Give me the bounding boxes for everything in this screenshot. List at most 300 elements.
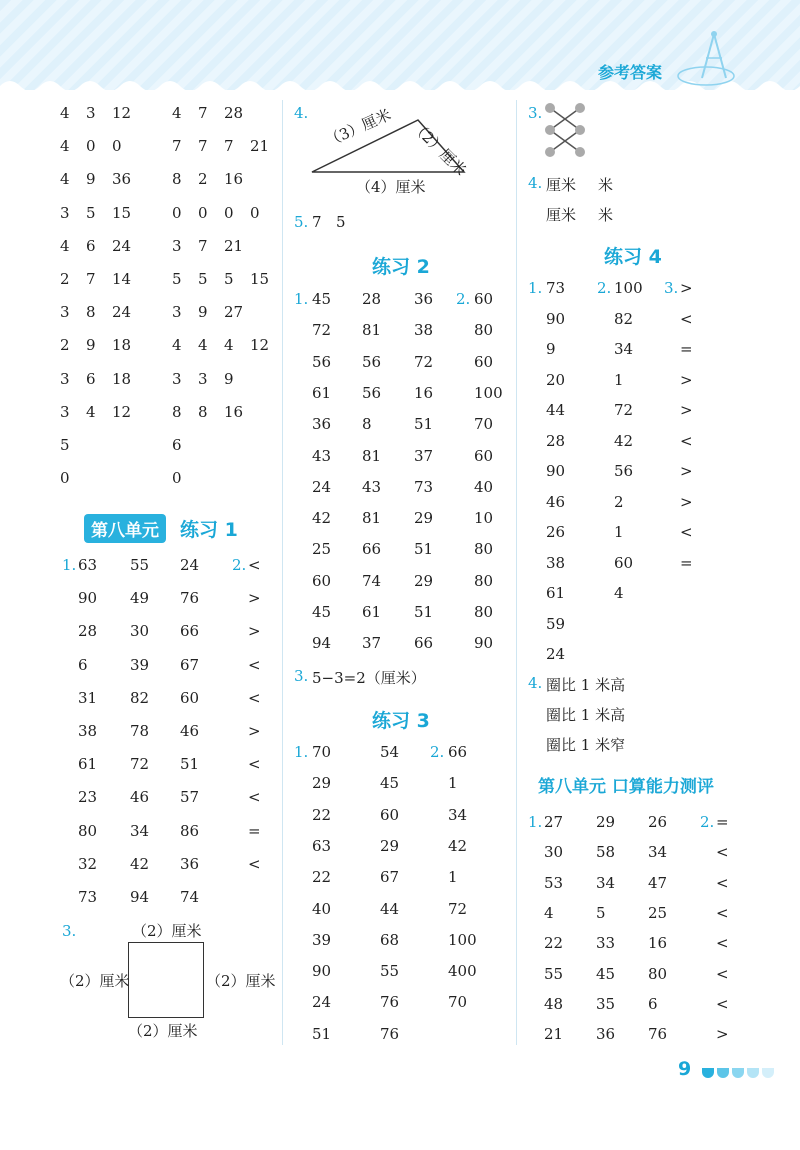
practice2-heading: 练习 2 (372, 256, 430, 278)
answer-cell: 60 (474, 446, 494, 465)
number-cell: 8 (172, 170, 182, 189)
answer-cell: > (680, 462, 693, 480)
number-cell: 21 (250, 137, 270, 156)
answer-cell: 29 (414, 509, 434, 528)
number-cell: 4 (86, 402, 96, 421)
answer-cell: 80 (474, 603, 494, 621)
exercise-number: 3. (528, 104, 543, 122)
compass-icon (676, 28, 746, 90)
exercise-number: 2. (597, 279, 612, 297)
number-cell: 2 (198, 170, 208, 189)
answer-cell: 48 (544, 994, 564, 1013)
number-cell: 0 (224, 203, 234, 222)
answer-cell: 46 (180, 722, 200, 740)
exercise-number: 1. (528, 279, 543, 297)
exercise-number: 4. (528, 674, 543, 692)
answer-cell: 63 (312, 836, 332, 855)
decor-dot (702, 1068, 714, 1078)
answer-cell: 32 (78, 854, 98, 873)
answer-cell: 45 (596, 964, 616, 983)
answer-cell: 56 (362, 383, 382, 402)
answer-cell: 33 (596, 934, 616, 953)
number-cell: 5 (198, 270, 208, 288)
answer-cell: 60 (474, 352, 494, 371)
answer-cell: 1 (448, 868, 458, 887)
answer-cell: 82 (130, 688, 150, 707)
answer-cell: < (680, 523, 693, 541)
answer-cell: < (680, 431, 693, 450)
answer-cell: 22 (544, 934, 564, 953)
answer-cell: = (680, 340, 693, 358)
answer-cell: 55 (130, 556, 150, 574)
answer-cell: < (716, 903, 729, 922)
answer-cell: 72 (130, 755, 150, 774)
ex5-value: 7 (312, 213, 322, 231)
number-cell: 3 (60, 203, 70, 222)
answer-cell: 24 (312, 477, 332, 496)
unit-answer: 厘米 (546, 206, 577, 224)
unit-answer: 米 (598, 176, 614, 194)
number-cell: 36 (112, 170, 132, 189)
answer-cell: 90 (474, 634, 494, 653)
answer-cell: 90 (312, 962, 332, 981)
answer-cell: 73 (78, 888, 98, 906)
answer-cell: 74 (180, 888, 200, 906)
answer-cell: 90 (546, 462, 566, 480)
unit-answer: 米 (598, 206, 614, 224)
triangle-label-right: （2）厘米 (407, 117, 470, 180)
answer-cell: 51 (414, 603, 434, 621)
answer-cell: 76 (180, 589, 200, 608)
number-cell: 3 (172, 236, 182, 255)
number-cell: 8 (86, 303, 96, 322)
answer-cell: 80 (474, 321, 494, 340)
answer-cell: 80 (648, 964, 668, 983)
number-cell: 14 (112, 270, 132, 288)
answer-cell: 36 (312, 415, 332, 434)
answer-cell: 36 (596, 1025, 616, 1044)
number-cell: 5 (224, 270, 234, 288)
answer-cell: 29 (380, 836, 400, 855)
answer-cell: 35 (596, 994, 616, 1013)
number-cell: 4 (60, 170, 70, 189)
answer-cell: 60 (312, 571, 332, 590)
answer-cell: 81 (362, 321, 382, 340)
answer-cell: < (680, 309, 693, 328)
number-cell: 3 (86, 104, 96, 122)
answer-cell: 45 (380, 774, 400, 793)
number-cell: 6 (172, 436, 182, 454)
answer-cell: 76 (380, 993, 400, 1012)
answer-cell: 68 (380, 930, 400, 949)
number-cell: 12 (250, 336, 270, 355)
number-cell: 28 (224, 104, 244, 122)
answer-cell: 59 (546, 614, 566, 633)
answer-cell: 40 (312, 899, 332, 918)
answer-cell: 29 (312, 774, 332, 793)
answer-cell: 63 (78, 556, 98, 574)
answer-cell: 55 (380, 962, 400, 981)
answer-cell: 10 (474, 509, 494, 528)
number-cell: 24 (112, 236, 132, 255)
number-cell: 4 (60, 236, 70, 255)
answer-cell: 34 (448, 805, 468, 824)
answer-cell: 56 (312, 352, 332, 371)
exercise-number: 3. (664, 279, 679, 297)
decor-dot (747, 1068, 759, 1078)
answer-cell: 37 (362, 634, 382, 653)
unit-answer: 厘米 (546, 176, 577, 194)
answer-cell: 51 (414, 415, 434, 434)
page-number: 9 (678, 1058, 692, 1080)
answer-cell: 37 (414, 446, 434, 465)
number-cell: 3 (60, 402, 70, 421)
number-cell: 2 (60, 270, 70, 288)
answer-cell: 26 (648, 813, 668, 831)
number-cell: 4 (198, 336, 208, 355)
answer-cell: < (248, 556, 261, 574)
practice4-heading: 练习 4 (604, 246, 662, 268)
number-cell: 15 (250, 270, 270, 288)
answer-cell: 1 (614, 370, 624, 389)
answer-cell: 1 (448, 774, 458, 793)
number-cell: 5 (86, 203, 96, 222)
answer-cell: 39 (312, 930, 332, 949)
answer-cell: 70 (474, 415, 494, 434)
number-cell: 7 (224, 137, 234, 156)
number-cell: 3 (172, 303, 182, 322)
exercise-number: 1. (528, 813, 543, 831)
exercise-number: 3. (294, 667, 309, 685)
answer-cell: = (716, 813, 729, 831)
triangle-label-left: （3）厘米 (322, 105, 394, 151)
answer-cell: 66 (448, 743, 468, 761)
number-cell: 15 (112, 203, 132, 222)
answer-cell: 36 (414, 290, 434, 308)
answer-cell: 82 (614, 309, 634, 328)
unit-badge: 第八单元 (84, 514, 166, 543)
number-cell: 5 (172, 270, 182, 288)
answer-cell: 80 (474, 571, 494, 590)
answer-cell: 61 (362, 603, 382, 621)
answer-cell: 78 (130, 722, 150, 740)
answer-cell: 66 (414, 634, 434, 653)
answer-cell: 80 (474, 540, 494, 559)
answer-cell: 23 (78, 788, 98, 807)
number-cell: 0 (250, 203, 260, 222)
answer-cell: 28 (78, 622, 98, 641)
answer-cell: 43 (362, 477, 382, 496)
square-shape (128, 942, 204, 1018)
height-answer: 圈比 1 米高 (546, 706, 626, 724)
answer-cell: 60 (180, 688, 200, 707)
answer-cell: 25 (648, 903, 668, 922)
answer-cell: < (716, 994, 729, 1013)
height-answer: 圈比 1 米窄 (546, 736, 626, 754)
answer-cell: 94 (312, 634, 332, 653)
answer-cell: 46 (130, 788, 150, 807)
answer-cell: 45 (312, 603, 332, 621)
number-cell: 3 (60, 369, 70, 388)
answer-cell: 49 (130, 589, 150, 608)
answer-cell: 61 (312, 383, 332, 402)
answer-title: 参考答案 (598, 63, 663, 82)
answer-cell: 56 (614, 462, 634, 480)
decor-dot (717, 1068, 729, 1078)
answer-cell: 38 (546, 553, 566, 572)
height-answer: 圈比 1 米高 (546, 676, 626, 694)
answer-cell: 42 (614, 431, 634, 450)
answer-cell: 31 (78, 688, 98, 707)
answer-cell: 67 (380, 868, 400, 887)
number-cell: 7 (198, 137, 208, 156)
answer-cell: < (248, 655, 261, 674)
answer-cell: < (716, 964, 729, 983)
exercise-number: 2. (430, 743, 445, 761)
answer-cell: 28 (546, 431, 566, 450)
answer-cell: 51 (180, 755, 200, 774)
answer-cell: 9 (546, 340, 556, 358)
number-cell: 16 (224, 170, 244, 189)
answer-cell: > (248, 589, 261, 608)
answer-cell: 70 (312, 743, 332, 761)
matching-diagram (542, 100, 588, 160)
answer-cell: 29 (596, 813, 616, 831)
answer-cell: = (680, 553, 693, 572)
exercise-number: 2. (700, 813, 715, 831)
answer-cell: < (248, 854, 261, 873)
answer-cell: 26 (546, 523, 566, 541)
answer-cell: 4 (544, 903, 554, 922)
answer-cell: > (248, 622, 261, 641)
number-cell: 4 (224, 336, 234, 355)
answer-cell: 40 (474, 477, 494, 496)
number-cell: 7 (198, 236, 208, 255)
answer-cell: < (248, 788, 261, 807)
answer-cell: 60 (614, 553, 634, 572)
answer-cell: 21 (544, 1025, 564, 1044)
number-cell: 27 (224, 303, 244, 322)
answer-cell: 67 (180, 655, 200, 674)
answer-cell: 73 (546, 279, 566, 297)
answer-cell: < (716, 843, 729, 862)
answer-cell: < (248, 755, 261, 774)
answer-cell: 42 (448, 836, 468, 855)
answer-cell: 38 (78, 722, 98, 740)
answer-cell: 28 (362, 290, 382, 308)
answer-cell: 60 (474, 290, 494, 308)
number-cell: 24 (112, 303, 132, 322)
square-label-top: （2）厘米 (132, 922, 202, 940)
answer-cell: = (248, 821, 261, 840)
answer-cell: 6 (78, 655, 88, 674)
answer-cell: 34 (130, 821, 150, 840)
answer-cell: 47 (648, 873, 668, 892)
answer-cell: 57 (180, 788, 200, 807)
number-cell: 5 (60, 436, 70, 454)
answer-cell: 4 (614, 584, 624, 602)
number-cell: 0 (112, 137, 122, 156)
answer-cell: < (716, 934, 729, 953)
decor-dot (732, 1068, 744, 1078)
answer-cell: 27 (544, 813, 564, 831)
exercise-number: 4. (294, 104, 309, 122)
answer-cell: 90 (546, 309, 566, 328)
page-dots (702, 1064, 777, 1082)
answer-cell: 86 (180, 821, 200, 840)
answer-cell: 400 (448, 962, 477, 981)
answer-cell: < (716, 873, 729, 892)
answer-cell: 66 (362, 540, 382, 559)
exercise-number: 1. (294, 290, 309, 308)
answer-cell: 74 (362, 571, 382, 590)
number-cell: 9 (86, 336, 96, 355)
answer-cell: 38 (414, 321, 434, 340)
answer-cell: 36 (180, 854, 200, 873)
number-cell: 8 (172, 402, 182, 421)
column-divider-1 (282, 100, 283, 1045)
answer-cell: 61 (546, 584, 566, 602)
answer-cell: 66 (180, 622, 200, 641)
answer-cell: 22 (312, 805, 332, 824)
answer-cell: 24 (546, 645, 566, 663)
unit8-test-heading: 第八单元 口算能力测评 (538, 777, 714, 797)
number-cell: 7 (86, 270, 96, 288)
answer-cell: 16 (414, 383, 434, 402)
answer-cell: 55 (544, 964, 564, 983)
answer-cell: > (680, 370, 693, 389)
answer-cell: 8 (362, 415, 372, 434)
number-cell: 7 (198, 104, 208, 122)
answer-cell: < (248, 688, 261, 707)
number-cell: 21 (224, 236, 244, 255)
number-cell: 9 (86, 170, 96, 189)
answer-cell: 76 (380, 1024, 400, 1043)
number-cell: 12 (112, 104, 132, 122)
answer-cell: 81 (362, 509, 382, 528)
answer-cell: 39 (130, 655, 150, 674)
answer-cell: 5 (596, 903, 606, 922)
number-cell: 8 (198, 402, 208, 421)
answer-cell: 51 (414, 540, 434, 559)
number-cell: 9 (224, 369, 234, 388)
number-cell: 4 (60, 104, 70, 122)
column-divider-2 (516, 100, 517, 1045)
number-cell: 0 (86, 137, 96, 156)
decor-dot (762, 1068, 774, 1078)
answer-cell: 46 (546, 492, 566, 511)
answer-cell: 72 (414, 352, 434, 371)
answer-cell: > (680, 492, 693, 511)
answer-cell: 44 (380, 899, 400, 918)
number-cell: 4 (60, 137, 70, 156)
answer-cell: 22 (312, 868, 332, 887)
number-cell: 16 (224, 402, 244, 421)
answer-cell: 1 (614, 523, 624, 541)
answer-cell: 24 (312, 993, 332, 1012)
answer-cell: 100 (614, 279, 643, 297)
square-label-right: （2）厘米 (206, 972, 276, 990)
answer-cell: 72 (312, 321, 332, 340)
answer-cell: 53 (544, 873, 564, 892)
number-cell: 18 (112, 369, 132, 388)
answer-cell: 51 (312, 1024, 332, 1043)
answer-cell: 56 (362, 352, 382, 371)
ex5-value: 5 (336, 213, 346, 231)
number-cell: 9 (198, 303, 208, 322)
square-label-bottom: （2）厘米 (128, 1022, 198, 1040)
answer-cell: 16 (648, 934, 668, 953)
answer-cell: 72 (448, 899, 468, 918)
answer-cell: 42 (312, 509, 332, 528)
answer-cell: 34 (596, 873, 616, 892)
practice3-heading: 练习 3 (372, 710, 430, 732)
exercise-number: 1. (62, 556, 77, 574)
answer-cell: 54 (380, 743, 400, 761)
answer-cell: 44 (546, 401, 566, 419)
practice2-ex3-answer: 5−3=2（厘米） (312, 669, 426, 687)
answer-cell: > (680, 401, 693, 419)
answer-cell: 58 (596, 843, 616, 862)
number-cell: 3 (172, 369, 182, 388)
exercise-number: 1. (294, 743, 309, 761)
answer-cell: > (248, 722, 261, 740)
number-cell: 0 (172, 203, 182, 222)
number-cell: 0 (198, 203, 208, 222)
number-cell: 7 (172, 137, 182, 156)
exercise-number: 5. (294, 213, 309, 231)
number-cell: 6 (86, 369, 96, 388)
number-cell: 2 (60, 336, 70, 355)
number-cell: 6 (86, 236, 96, 255)
number-cell: 4 (172, 104, 182, 122)
number-cell: 18 (112, 336, 132, 355)
number-cell: 0 (60, 469, 70, 488)
number-cell: 12 (112, 402, 132, 421)
answer-cell: 100 (474, 383, 503, 402)
exercise-number: 4. (528, 174, 543, 192)
answer-cell: 73 (414, 477, 434, 496)
answer-cell: 81 (362, 446, 382, 465)
answer-cell: 76 (648, 1025, 668, 1044)
answer-cell: 94 (130, 888, 150, 906)
unit8-practice1-heading (84, 514, 238, 543)
square-label-left: （2）厘米 (60, 972, 130, 990)
answer-cell: 2 (614, 492, 624, 511)
section-title: 练习 1 (180, 519, 238, 541)
exercise-number: 2. (456, 290, 471, 308)
answer-cell: 100 (448, 930, 477, 949)
answer-cell: 6 (648, 994, 658, 1013)
answer-cell: 70 (448, 993, 468, 1012)
answer-cell: > (716, 1025, 729, 1044)
answer-cell: 61 (78, 755, 98, 774)
answer-cell: 42 (130, 854, 150, 873)
exercise-number: 2. (232, 556, 247, 574)
answer-cell: 20 (546, 370, 566, 389)
answer-cell: 43 (312, 446, 332, 465)
answer-cell: 30 (544, 843, 564, 862)
answer-cell: 72 (614, 401, 634, 419)
answer-cell: 25 (312, 540, 332, 559)
answer-cell: 34 (614, 340, 634, 358)
triangle-label-bottom: （4）厘米 (356, 178, 426, 196)
answer-cell: 24 (180, 556, 200, 574)
answer-cell: 90 (78, 589, 98, 608)
number-cell: 0 (172, 469, 182, 488)
answer-cell: 60 (380, 805, 400, 824)
answer-cell: 80 (78, 821, 98, 840)
